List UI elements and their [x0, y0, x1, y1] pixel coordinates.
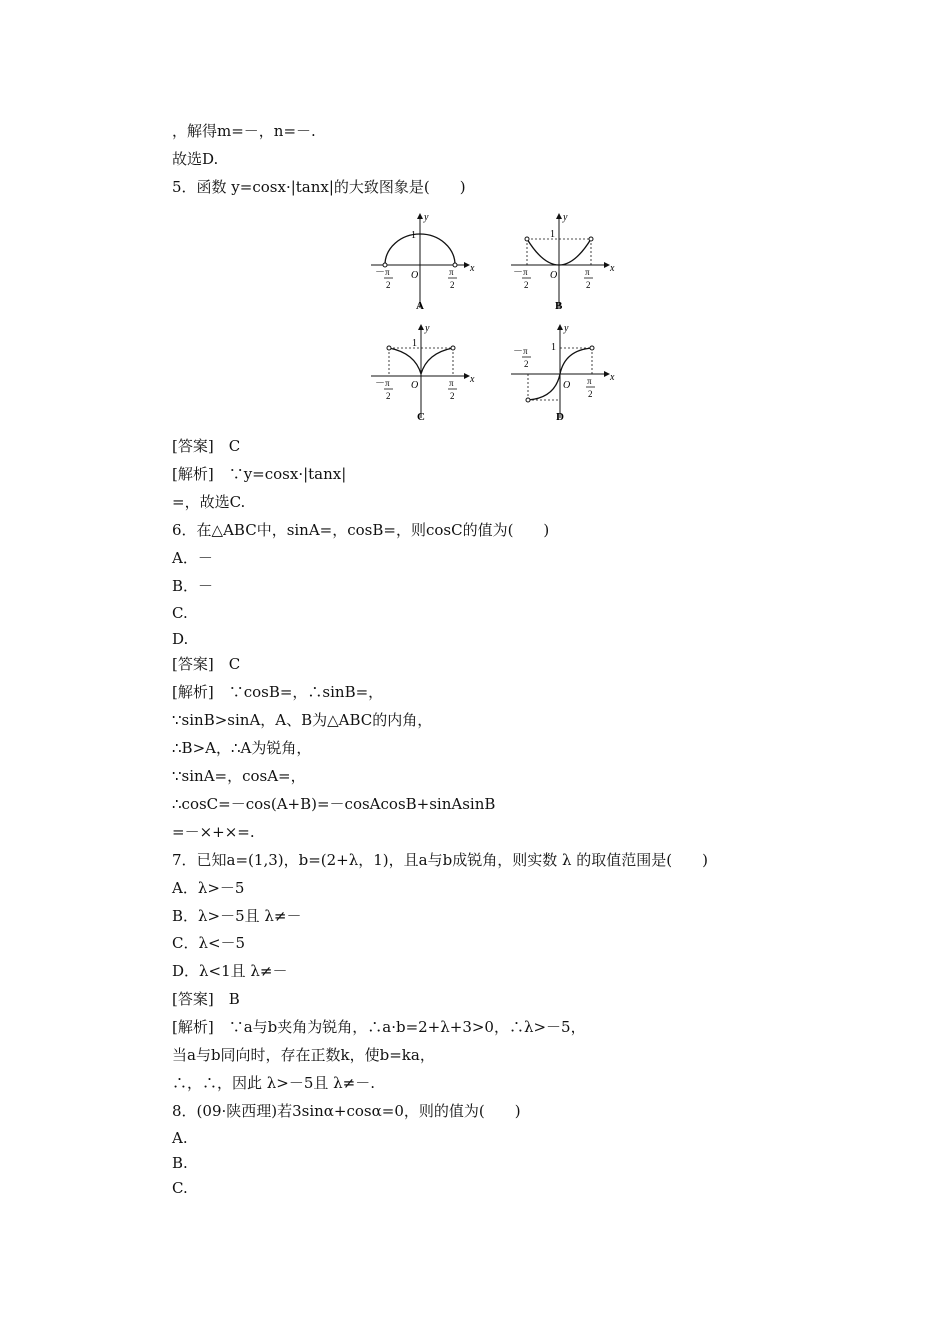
q7-option-b: B．λ>－5且 λ≠－ — [172, 907, 302, 925]
origin-label: O — [411, 270, 419, 281]
svg-text:－: － — [513, 267, 523, 278]
graph-d — [511, 323, 615, 423]
svg-text:2: 2 — [386, 391, 391, 401]
q6-analysis-line5: ∴cosC=－cos(A+B)=－cosAcosB+sinAsinB — [172, 795, 496, 813]
q6-answer: [答案] C — [172, 655, 241, 673]
graph-c — [371, 323, 475, 423]
svg-text:O: O — [563, 380, 571, 391]
svg-text:2: 2 — [450, 280, 455, 290]
svg-text:π: π — [585, 267, 590, 277]
y-axis-label: y — [424, 212, 429, 223]
svg-text:2: 2 — [524, 280, 529, 290]
svg-text:－: － — [513, 346, 523, 357]
graph-b — [511, 212, 615, 312]
graph-a-label: A — [416, 300, 424, 312]
text-line-1: ，解得m=－，n=－. — [172, 122, 316, 140]
svg-text:2: 2 — [588, 389, 593, 399]
one-label: 1 — [411, 230, 416, 241]
svg-text:－: － — [375, 267, 385, 278]
graph-a — [371, 212, 475, 312]
svg-text:O: O — [411, 380, 419, 391]
q6-analysis-line3: ∴B>A，∴A为锐角， — [172, 739, 312, 757]
q6-analysis: [解析] ∵cosB=，∴sinB=， — [172, 683, 384, 701]
q6-analysis-line6: =－×+×=. — [172, 823, 255, 841]
graph-d-label: D — [556, 411, 564, 423]
question-7-stem: 7．已知a=(1,3)，b=(2+λ，1)，且a与b成锐角，则实数 λ 的取值范围是( ) — [172, 851, 708, 869]
q6-option-b: B．－ — [172, 577, 214, 595]
q7-option-a: A．λ>－5 — [172, 879, 245, 897]
q7-analysis-line3: ∴，∴，因此 λ>－5且 λ≠－. — [172, 1074, 375, 1092]
svg-text:π: π — [385, 267, 390, 277]
question-5-figure — [365, 208, 625, 423]
svg-text:1: 1 — [551, 342, 556, 353]
svg-text:π: π — [523, 346, 528, 356]
svg-text:π: π — [523, 267, 528, 277]
svg-text:2: 2 — [386, 280, 391, 290]
svg-text:－: － — [375, 378, 385, 389]
svg-text:x: x — [610, 372, 615, 383]
graph-c-label: C — [417, 411, 425, 423]
svg-text:π: π — [587, 376, 592, 386]
svg-text:2: 2 — [586, 280, 591, 290]
svg-text:x: x — [610, 263, 615, 274]
svg-text:x: x — [470, 374, 475, 385]
q6-option-a: A．－ — [172, 549, 213, 567]
q6-option-d: D. — [172, 630, 189, 648]
q7-option-c: C．λ<－5 — [172, 934, 246, 952]
svg-text:y: y — [564, 323, 569, 334]
q5-analysis: [解析] ∵y=cosx·|tanx| — [172, 465, 347, 483]
q8-option-a: A. — [172, 1129, 188, 1147]
question-5-stem: 5．函数 y=cosx·|tanx|的大致图象是( ) — [172, 178, 466, 196]
q7-analysis-line2: 当a与b同向时，存在正数k，使b=ka， — [172, 1046, 435, 1064]
q6-analysis-line2: ∵sinB>sinA，A、B为△ABC的内角， — [172, 711, 433, 729]
question-8-stem: 8．(09·陕西理)若3sinα+cosα=0，则的值为( ) — [172, 1102, 521, 1120]
svg-text:y: y — [563, 212, 568, 223]
x-axis-label: x — [470, 263, 475, 274]
svg-text:O: O — [550, 270, 558, 281]
question-6-stem: 6．在△ABC中，sinA=，cosB=，则cosC的值为( ) — [172, 521, 550, 539]
svg-text:1: 1 — [550, 229, 555, 240]
text-line-2: 故选D. — [172, 150, 219, 168]
q7-answer: [答案] B — [172, 990, 240, 1008]
q8-option-b: B. — [172, 1154, 188, 1172]
svg-text:π: π — [449, 378, 454, 388]
svg-text:y: y — [425, 323, 430, 334]
svg-text:2: 2 — [450, 391, 455, 401]
svg-text:2: 2 — [524, 359, 529, 369]
q7-option-d: D．λ<1且 λ≠－ — [172, 962, 288, 980]
svg-text:π: π — [449, 267, 454, 277]
q7-analysis: [解析] ∵a与b夹角为锐角，∴a·b=2+λ+3>0，∴λ>－5， — [172, 1018, 586, 1036]
svg-text:π: π — [385, 378, 390, 388]
q5-analysis-cont: =，故选C. — [172, 493, 246, 511]
q6-analysis-line4: ∵sinA=，cosA=， — [172, 767, 306, 785]
q5-answer: [答案] C — [172, 437, 241, 455]
graph-b-label: B — [555, 300, 563, 312]
q6-option-c: C. — [172, 604, 188, 622]
svg-text:1: 1 — [412, 338, 417, 349]
q8-option-c: C. — [172, 1179, 188, 1197]
